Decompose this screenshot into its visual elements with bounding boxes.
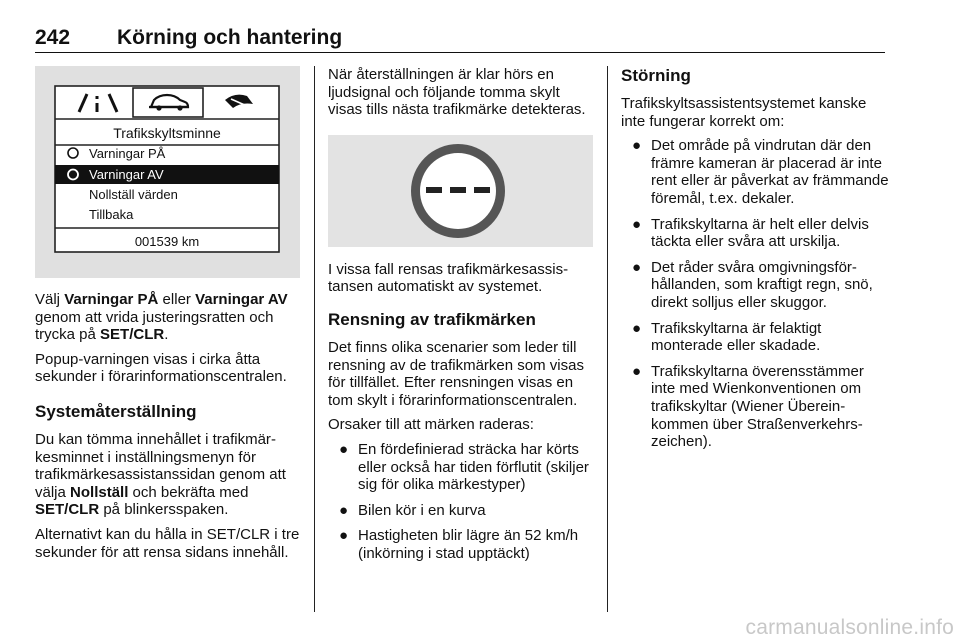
paragraph: När återställningen är klar hörs en ljudsignal och följande tomma skylt visas tills nästa trafikmärke detekteras. — [328, 66, 586, 119]
list-item: ● En fördefinierad sträcka har körts eller också har tiden förflutit (skiljer sig för olika märkestyper) — [339, 440, 589, 494]
display-menu-drawing — [35, 66, 300, 278]
page-header — [35, 22, 885, 53]
menu-title: Trafikskyltsminne — [113, 125, 221, 141]
column-divider — [607, 66, 608, 612]
column-2 — [328, 66, 593, 571]
list-item: ● Det område på vindrutan där den främre kameran är placerad är inte rent eller är påverkat av främmande föremål, t.ex. dekaler. — [632, 137, 889, 207]
bullet-icon: ● — [632, 137, 642, 155]
list-item: ● Det råder svåra omgivningsförhållanden, som kraftigt regn, snö, direkt solljus eller skuggor. — [632, 258, 873, 311]
column-divider — [314, 66, 315, 612]
section-heading: Systemåterställning — [35, 401, 197, 421]
column-1 — [35, 66, 300, 568]
bullet-icon: ● — [632, 362, 642, 380]
menu-item-back[interactable]: Tillbaka — [89, 207, 134, 222]
bullet-list — [328, 441, 593, 563]
empty-sign-illustration — [328, 135, 593, 247]
column-3 — [621, 66, 889, 459]
paragraph: Trafikskyltsassistentsystemet kanske inte fungerar korrekt om: — [621, 95, 867, 130]
list-item: ● Trafikskyltarna är helt eller delvis täckta eller svåra att urskilja. — [632, 215, 869, 251]
paragraph: I vissa fall rensas trafikmärkesassistansen automatiskt av systemet. — [328, 260, 569, 296]
bullet-icon: ● — [339, 527, 349, 545]
section-heading: Rensning av trafikmärken — [328, 309, 536, 329]
odometer-readout: 001539 km — [134, 234, 200, 249]
bullet-icon: ● — [339, 501, 349, 519]
paragraph: Det finns olika scenarier som leder till rensning av de trafikmärken som visas för tillfället. Efter rensningen visas en tom skylt i förarinformationscentralen. — [328, 338, 584, 409]
list-item: ● Hastigheten blir lägre än 52 km/h (inkörning i stad upptäckt) — [339, 527, 579, 562]
menu-item-label: Varningar PÅ — [89, 146, 166, 161]
bullet-icon: ● — [339, 440, 349, 458]
empty-traffic-sign — [328, 135, 593, 247]
bullet-icon: ● — [632, 319, 642, 337]
list-item: ● Bilen kör i en kurva — [339, 501, 486, 519]
list-item: ● Trafikskyltarna överensstämmer inte med Wienkonventionen om trafikskyltar (Wiener Übereinkommen über Straßenverkehrszeichen). — [632, 362, 864, 451]
watermark: carmanualsonline.info — [745, 616, 954, 639]
paragraph: Välj Varningar PÅ eller Varningar AV genom att vrida justeringsratten och trycka på SET/CLR. — [35, 291, 288, 344]
bullet-icon: ● — [632, 258, 642, 276]
menu-item-reset-values[interactable]: Nollställ värden — [89, 187, 178, 202]
paragraph: Popup-varningen visas i cirka åtta sekunder i förarinformationscentralen. — [35, 350, 287, 386]
car-tab — [133, 88, 203, 117]
bullet-icon: ● — [632, 215, 642, 233]
paragraph: Du kan tömma innehållet i trafikmärkesminnet i inställningsmenyn för trafikmärkesassistanssidan genom att välja Nollställ och bekräfta med SET/CLR på blinkersspaken. — [35, 430, 286, 519]
page-number: 242 — [35, 26, 71, 49]
bullet-list — [621, 137, 889, 451]
chapter-title: Körning och hantering — [117, 26, 343, 49]
display-menu-illustration — [35, 66, 300, 278]
menu-item-label: Varningar AV — [89, 167, 164, 182]
list-item: ● Trafikskyltarna är felaktigt monterade eller skadade. — [632, 319, 822, 355]
paragraph: Orsaker till att märken raderas: — [328, 416, 534, 434]
paragraph: Alternativt kan du hålla in SET/CLR i tre sekunder för att rensa sidans innehåll. — [35, 525, 300, 561]
section-heading: Störning — [621, 66, 691, 85]
menu-item-warnings-off[interactable] — [55, 165, 279, 184]
